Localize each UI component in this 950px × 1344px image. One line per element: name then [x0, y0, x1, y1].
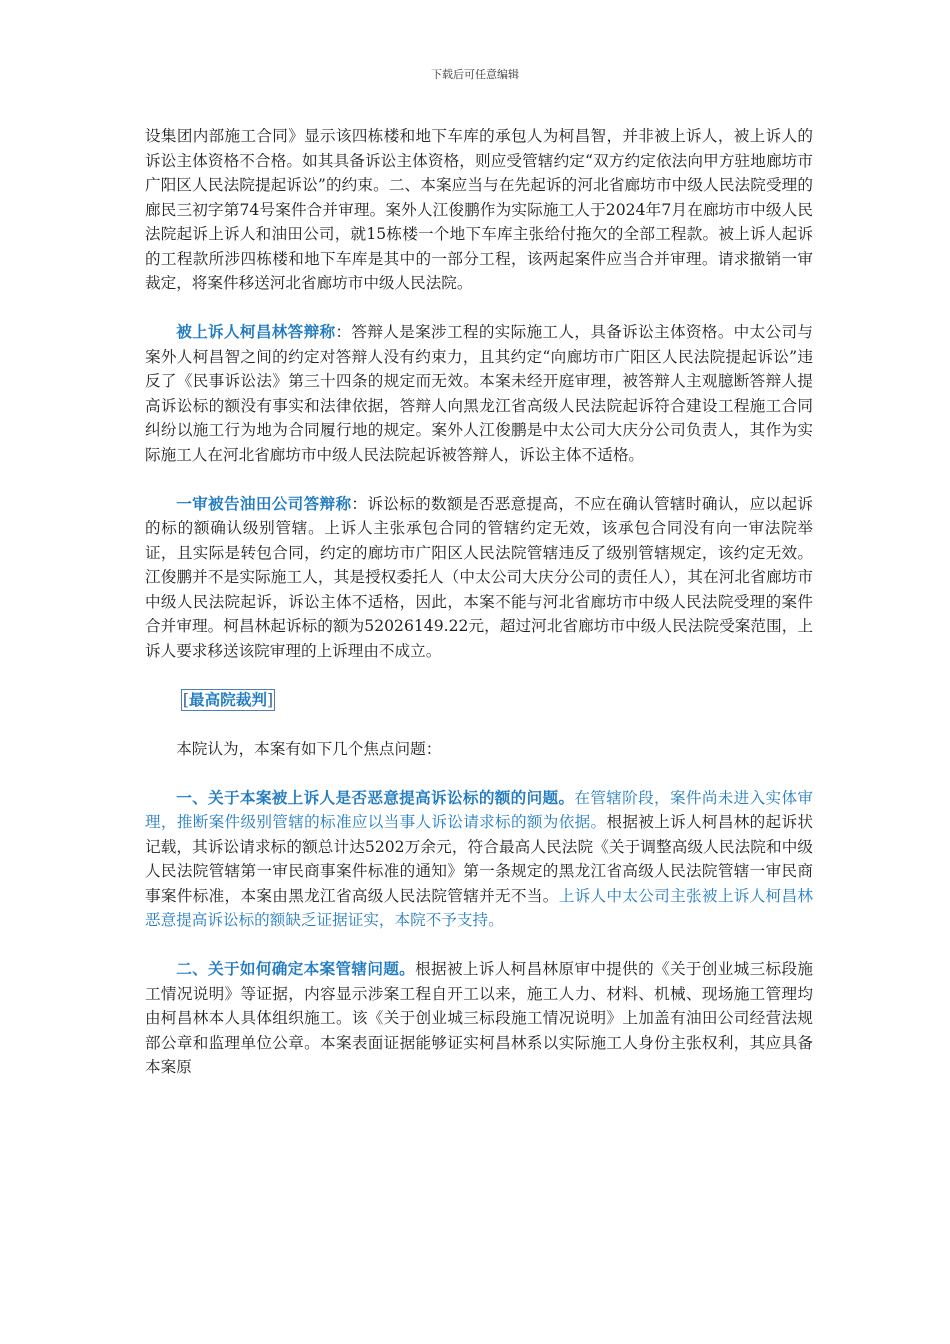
paragraph-appellee-reply: [145, 320, 813, 467]
ruling-heading: [145, 688, 813, 713]
issue-one-body: 根据被上诉人柯昌林的起诉状记载，其诉讼请求标的额总计达5202万余元，符合最高人民法院《关于调整高级人民法院和中级人民法院管辖第一审民商事案件标准的通知》第一条规定的黑龙江省高级人民法院管辖一审民商事案件标准，本案由黑龙江省高级人民法院管辖并无不当。: [145, 813, 813, 905]
ruling-title: 最高院裁判: [188, 689, 267, 709]
appellee-reply-body: ：答辩人是案涉工程的实际施工人，具备诉讼主体资格。中太公司与案外人柯昌智之间的约定对答辩人没有约束力，且其约定“向廊坊市广阳区人民法院提起诉讼”违反了《民事诉讼法》第三十四条的规定而无效。本案未经开庭审理，被答辩人主观臆断答辩人提高诉讼标的额没有事实和法律依据，答辩人向黑龙江省高级人民法院起诉符合建设工程施工合同纠纷以施工行为地为合同履行地的规定。案外人江俊鹏是中太公司大庆分公司负责人，其作为实际施工人在河北省廊坊市中级人民法院起诉被答辩人，诉讼主体不适格。: [145, 323, 813, 464]
page-header: 下载后可任意编辑: [431, 68, 519, 81]
issue-two-heading: 二、关于如何确定本案管辖问题。: [176, 959, 416, 978]
paragraph-focus-intro: 本院认为，本案有如下几个焦点问题：: [176, 739, 442, 758]
issue-two-body: 根据被上诉人柯昌林原审中提供的《关于创业城三标段施工情况说明》等证据，内容显示涉案工程自开工以来，施工人力、材料、机械、现场施工管理均由柯昌林本人具体组织施工。该《关于创业城三标段施工情况说明》上加盖有油田公司经营法规部公章和监理单位公章。本案表面证据能够证实柯昌林系以实际施工人身份主张权利，其应具备本案原: [145, 960, 813, 1076]
paragraph-issue-two: [145, 957, 813, 1080]
paragraph-appeal-reasons: 设集团内部施工合同》显示该四栋楼和地下车库的承包人为柯昌智，并非被上诉人，被上诉人的诉讼主体资格不合格。如其具备诉讼主体资格，则应受管辖约定“双方约定依法向甲方驻地廊坊市广阳区人民法院提起诉讼”的约束。二、本案应当与在先起诉的河北省廊坊市中级人民法院受理的廊民三初字第74号案件合并审理。案外人江俊鹏作为实际施工人于2024年7月在廊坊市中级人民法院起诉上诉人和油田公司，就15栋楼一个地下车库主张给付拖欠的全部工程款。被上诉人起诉的工程款所涉四栋楼和地下车库是其中的一部分工程，该两起案件应当合并审理。请求撤销一审裁定，将案件移送河北省廊坊市中级人民法院。: [145, 127, 813, 292]
ruling-close-bracket: ]: [266, 690, 274, 709]
paragraph-issue-one: [145, 786, 813, 933]
defendant-reply-label: 一审被告油田公司答辩称: [176, 493, 352, 513]
issue-one-principle: 在管辖阶段，案件尚未进入实体审理，推断案件级别管辖的标准应以当事人诉讼请求标的额为依据。: [145, 788, 813, 831]
ruling-box: [181, 689, 275, 711]
document-body: [145, 124, 813, 1080]
paragraph-defendant-reply: [145, 492, 813, 664]
issue-one-heading: 一、关于本案被上诉人是否恶意提高诉讼标的额的问题。: [176, 787, 575, 807]
defendant-reply-body: ：诉讼标的数额是否恶意提高，不应在确认管辖时确认，应以起诉的标的额确认级别管辖。上诉人主张承包合同的管辖约定无效，该承包合同没有向一审法院举证，且实际是转包合同，约定的廊坊市广阳区人民法院管辖违反了级别管辖规定，该约定无效。江俊鹏并不是实际施工人，其是授权委托人（中太公司大庆分公司的责任人），其在河北省廊坊市中级人民法院起诉，诉讼主体不适格，因此，本案不能与河北省廊坊市中级人民法院受理的案件合并审理。柯昌林起诉标的额为52026149.22元，超过河北省廊坊市中级人民法院受案范围，上诉人要求移送该院审理的上诉理由不成立。: [145, 494, 813, 660]
ruling-open-bracket: [: [182, 690, 189, 709]
issue-one-conclusion: 上诉人中太公司主张被上诉人柯昌林恶意提高诉讼标的额缺乏证据证实，本院不予支持。: [145, 886, 813, 929]
appellee-reply-label: 被上诉人柯昌林答辩称: [176, 322, 336, 341]
